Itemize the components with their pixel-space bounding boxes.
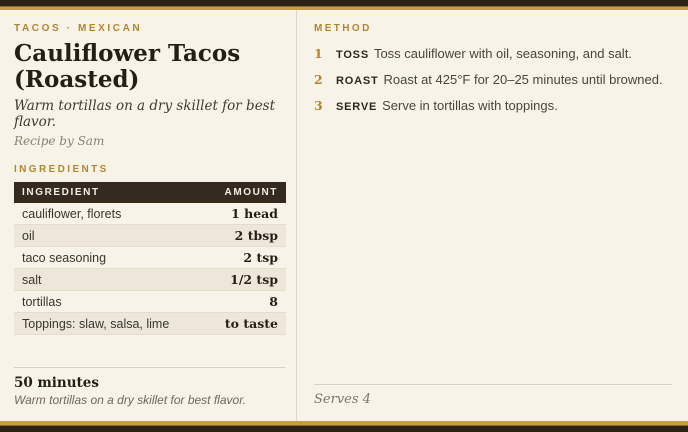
footer-divider	[314, 384, 672, 385]
bottom-border-bar	[0, 421, 688, 432]
recipe-summary-column	[0, 10, 297, 421]
step-verb: ROAST	[336, 75, 379, 87]
serves-label: Serves 4	[314, 392, 371, 407]
method-heading: METHOD	[314, 23, 372, 34]
recipe-byline: Recipe by Sam	[14, 134, 105, 148]
breadcrumb: TACOS · MEXICAN	[14, 23, 143, 34]
step-body	[336, 98, 558, 115]
ingredient-amount: 1/2 tsp	[205, 269, 286, 291]
step-text: Serve in tortillas with toppings.	[382, 98, 558, 113]
step-verb: SERVE	[336, 101, 378, 113]
step-number: 3	[314, 98, 323, 113]
ingredients-heading: INGREDIENTS	[14, 164, 109, 175]
ingredient-amount: 2 tbsp	[205, 225, 286, 247]
table-row	[14, 269, 286, 291]
top-border-bar	[0, 0, 688, 10]
step-body	[336, 72, 663, 89]
ingredient-amount: 2 tsp	[205, 247, 286, 269]
recipe-subtitle: Warm tortillas on a dry skillet for best flavor.	[14, 98, 276, 130]
ingredients-table-body	[14, 203, 286, 335]
step-number: 2	[314, 72, 323, 87]
table-row	[14, 225, 286, 247]
step-verb: TOSS	[336, 49, 369, 61]
ingredient-name: tortillas	[14, 291, 205, 313]
method-steps-list	[314, 46, 672, 124]
method-column	[297, 10, 688, 421]
card-content	[0, 10, 688, 421]
step-text: Toss cauliflower with oil, seasoning, and salt.	[373, 46, 632, 61]
ingredient-amount: 8	[205, 291, 286, 313]
footer-note: Warm tortillas on a dry skillet for best flavor.	[14, 393, 247, 407]
header-row	[14, 182, 286, 203]
method-step	[314, 72, 672, 89]
method-step	[314, 98, 672, 115]
column-header-amount: AMOUNT	[205, 182, 286, 203]
column-header-ingredient: INGREDIENT	[14, 182, 205, 203]
footer-divider	[14, 367, 285, 368]
total-time: 50 minutes	[14, 375, 99, 391]
ingredients-table-header	[14, 182, 286, 203]
ingredient-name: cauliflower, florets	[14, 203, 205, 225]
recipe-footer	[14, 367, 285, 407]
method-step	[314, 46, 672, 63]
table-row	[14, 247, 286, 269]
step-number: 1	[314, 46, 323, 61]
table-row	[14, 203, 286, 225]
ingredients-table	[14, 182, 286, 335]
ingredient-amount: 1 head	[205, 203, 286, 225]
table-row	[14, 313, 286, 335]
step-text: Roast at 425°F for 20–25 minutes until browned.	[383, 72, 663, 87]
serves-footer	[314, 384, 672, 407]
ingredient-name: Toppings: slaw, salsa, lime	[14, 313, 205, 335]
step-body	[336, 46, 632, 63]
ingredient-amount: to taste	[205, 313, 286, 335]
ingredient-name: salt	[14, 269, 205, 291]
table-row	[14, 291, 286, 313]
page-title: Cauliflower Tacos (Roasted)	[14, 40, 241, 93]
ingredient-name: oil	[14, 225, 205, 247]
ingredient-name: taco seasoning	[14, 247, 205, 269]
